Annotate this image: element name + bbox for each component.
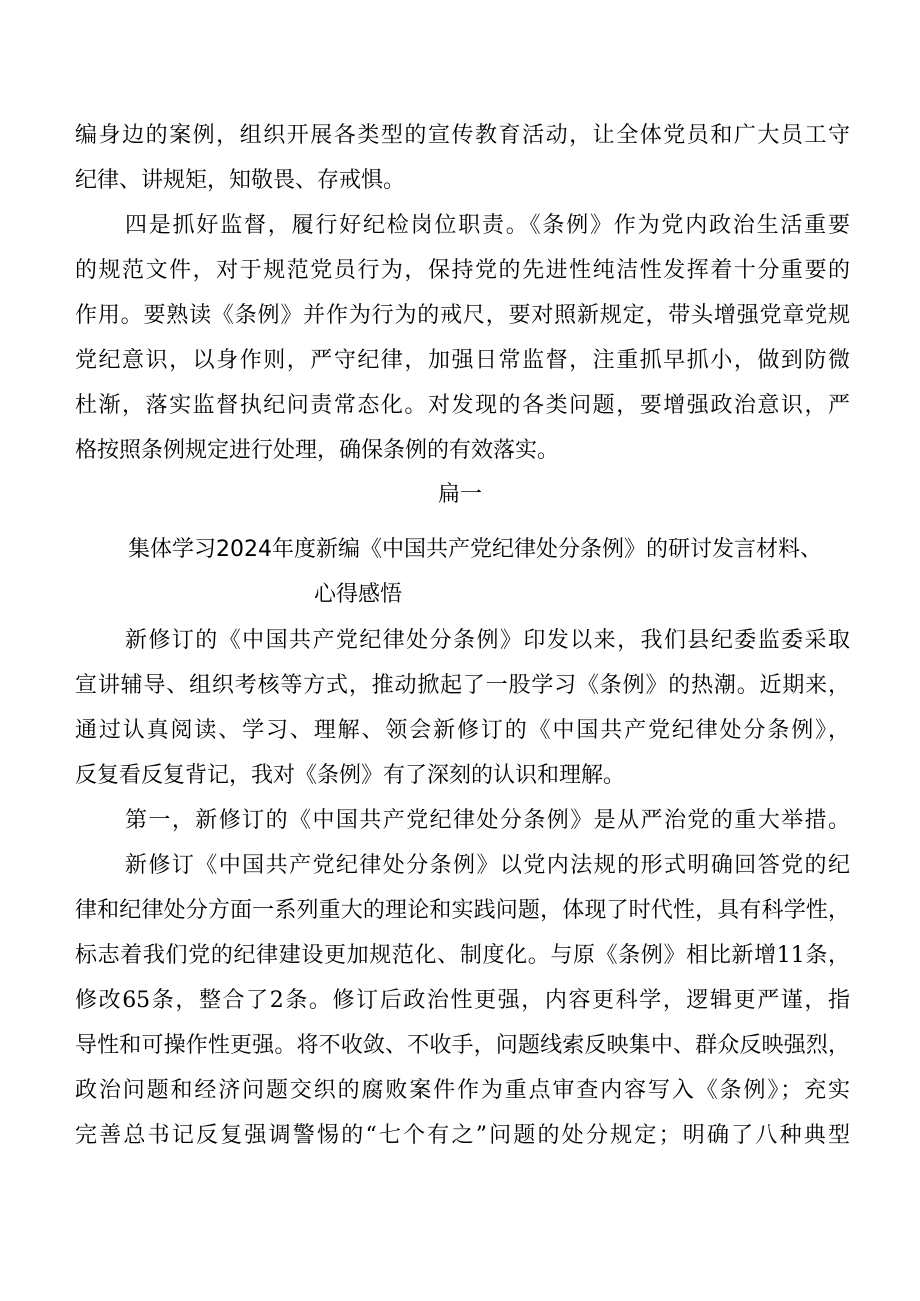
- paragraph-line: 新修订的《中国共产党纪律处分条例》印发以来，我们县纪委监委采取: [125, 628, 850, 653]
- paragraph-line: 反复看反复背记，我对《条例》有了深刻的认识和理解。: [75, 763, 626, 788]
- document-title-continued: 心得感悟: [314, 582, 403, 607]
- section-label: 扁一: [438, 482, 483, 507]
- paragraph-line: 通过认真阅读、学习、理解、领会新修订的《中国共产党纪律处分条例》，: [75, 718, 850, 743]
- paragraph-line: 作用。要熟读《条例》并作为行为的戒尺，要对照新规定，带头增强党章党规: [75, 303, 850, 328]
- paragraph-line: 四是抓好监督，履行好纪检岗位职责。《条例》作为党内政治生活重要: [125, 213, 850, 238]
- paragraph-line: 格按照条例规定进行处理，确保条例的有效落实。: [75, 438, 560, 463]
- document-title: 集体学习2024年度新编《中国共产党纪律处分条例》的研讨发言材料、: [128, 537, 822, 562]
- paragraph-line: 杜渐，落实监督执纪问责常态化。对发现的各类问题，要增强政治意识，严: [75, 393, 850, 418]
- paragraph-line: 纪律、讲规矩，知敬畏、存戒惧。: [75, 168, 406, 193]
- paragraph-line: 宣讲辅导、组织考核等方式，推动掀起了一股学习《条例》的热潮。近期来，: [75, 673, 850, 698]
- paragraph-line: 导性和可操作性更强。将不收敛、不收手，问题线索反映集中、群众反映强烈，: [75, 1033, 850, 1058]
- paragraph-line: 的规范文件，对于规范党员行为，保持党的先进性纯洁性发挥着十分重要的: [75, 258, 850, 283]
- paragraph-line: 编身边的案例，组织开展各类型的宣传教育活动，让全体党员和广大员工守: [75, 123, 850, 148]
- paragraph-line: 律和纪律处分方面一系列重大的理论和实践问题，体现了时代性，具有科学性，: [75, 898, 850, 923]
- paragraph-line: 党纪意识，以身作则，严守纪律，加强日常监督，注重抓早抓小，做到防微: [75, 348, 850, 373]
- paragraph-line: 第一，新修订的《中国共产党纪律处分条例》是从严治党的重大举措。: [125, 808, 850, 833]
- paragraph-line: 标志着我们党的纪律建设更加规范化、制度化。与原《条例》相比新增11条，: [75, 943, 850, 968]
- paragraph-line: 政治问题和经济问题交织的腐败案件作为重点审查内容写入《条例》；充实: [75, 1078, 850, 1103]
- paragraph-line: 修改65条，整合了2条。修订后政治性更强，内容更科学，逻辑更严谨，指: [75, 988, 850, 1013]
- paragraph-line: 新修订《中国共产党纪律处分条例》以党内法规的形式明确回答党的纪: [125, 853, 850, 878]
- paragraph-line: 完善总书记反复强调警惕的“七个有之”问题的处分规定；明确了八种典型: [75, 1123, 850, 1148]
